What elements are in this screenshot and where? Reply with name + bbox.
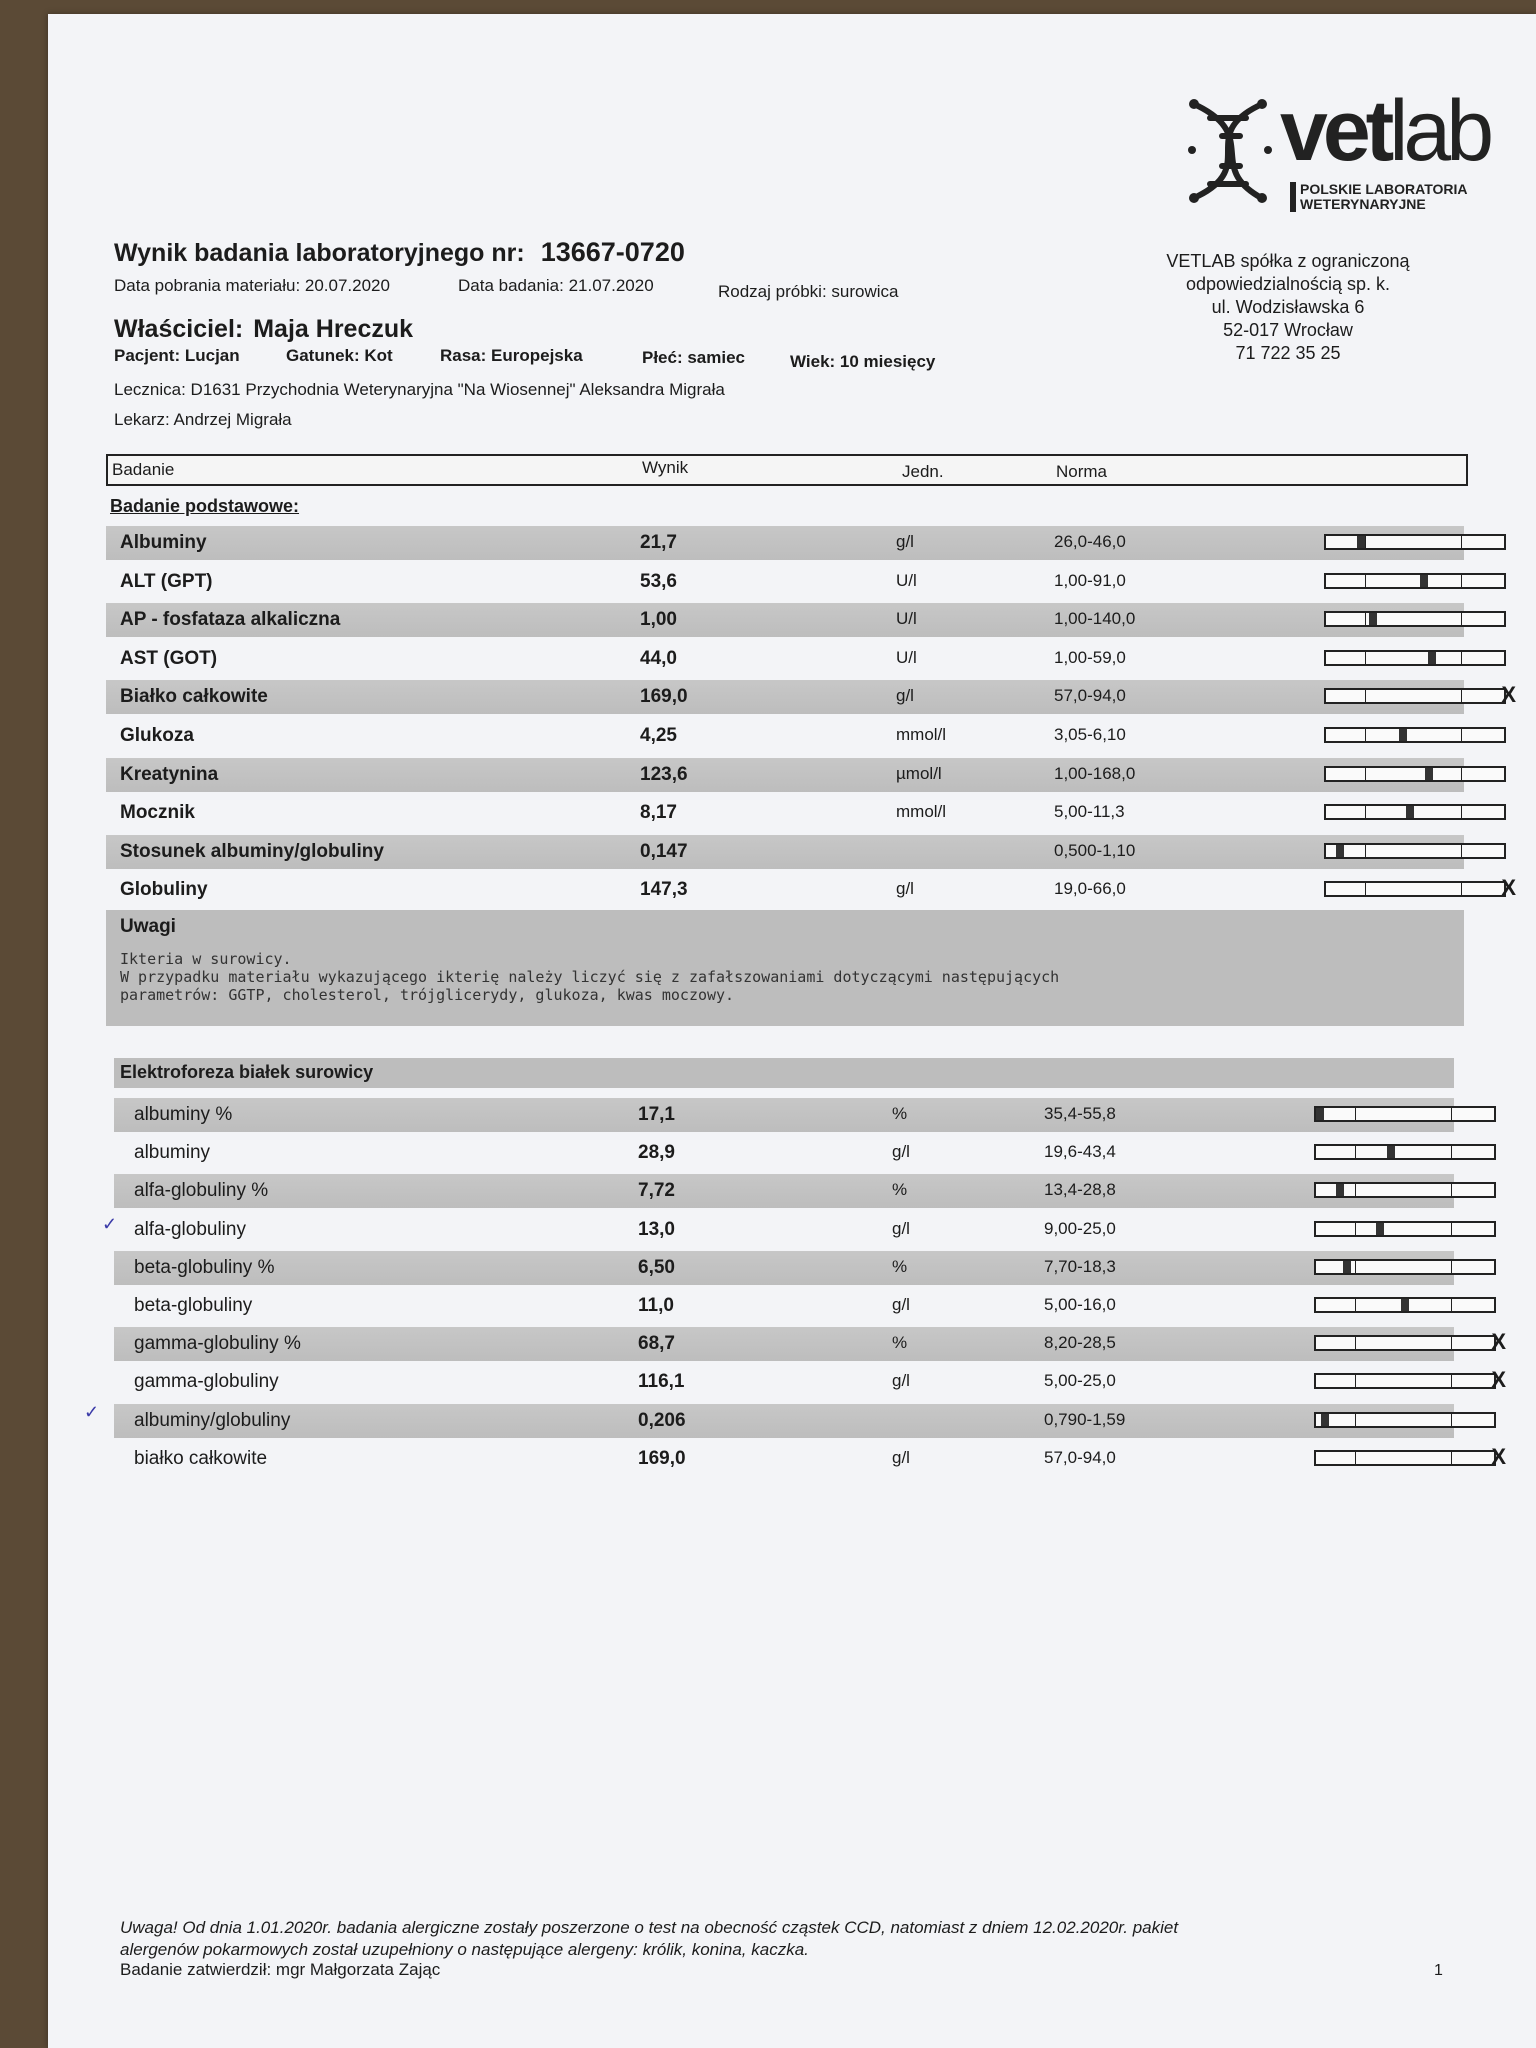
reference-range: 57,0-94,0 [1054, 686, 1126, 706]
col-norm: Norma [1056, 462, 1108, 481]
result-value: 28,9 [638, 1142, 675, 1164]
pen-mark: ✓ [102, 1214, 118, 1234]
unit: U/l [896, 570, 917, 590]
unit: g/l [896, 532, 914, 551]
unit: mmol/l [896, 725, 947, 744]
gauge-tick [1451, 1108, 1452, 1120]
gauge-tick [1451, 1414, 1452, 1426]
gauge-tick [1365, 613, 1366, 625]
gauge-tick [1461, 613, 1462, 625]
company-address: VETLAB spółka z ograniczoną odpowiedzialnością sp. k. ul. Wodzisławska 6 52-017 Wrocław 71 722 35 25 [1166, 251, 1410, 363]
result-row [106, 835, 1464, 869]
gauge-tick [1451, 1261, 1452, 1273]
gauge-tick [1355, 1299, 1356, 1311]
electrophoresis-row [114, 1136, 1454, 1170]
gauge-tick [1461, 768, 1462, 780]
result-marker [1399, 729, 1407, 741]
owner-line: Właściciel: Maja Hreczuk [114, 315, 414, 343]
gauge-tick [1355, 1337, 1356, 1349]
gauge-tick [1451, 1223, 1452, 1235]
result-row [106, 603, 1464, 637]
range-gauge [1324, 534, 1506, 550]
age: Wiek: 10 miesięcy [790, 352, 936, 371]
logo-wordmark: vetlab [1280, 83, 1490, 179]
owner-name: Maja Hreczuk [253, 315, 414, 343]
reference-range: 5,00-25,0 [1044, 1371, 1116, 1391]
dna-helix-icon [1188, 96, 1278, 206]
test-name: Stosunek albuminy/globuliny [120, 840, 384, 862]
test-name: beta-globuliny [134, 1295, 253, 1316]
unit: g/l [896, 879, 914, 899]
gauge-tick [1355, 1452, 1356, 1464]
gauge-tick [1461, 883, 1462, 895]
result-marker [1428, 652, 1436, 664]
sample-type: Rodzaj próbki: surowica [718, 282, 899, 301]
reference-range: 19,6-43,4 [1044, 1142, 1116, 1162]
doctor: Lekarz: Andrzej Migrała [114, 410, 292, 429]
result-row [106, 873, 1516, 907]
range-gauge [1314, 1412, 1496, 1428]
approved-by: Badanie zatwierdził: mgr Małgorzata Zając [120, 1960, 441, 1979]
sex: Płeć: samiec [642, 348, 746, 367]
result-marker [1401, 1299, 1409, 1311]
result-marker [1336, 1184, 1344, 1196]
result-value: 0,206 [638, 1409, 686, 1431]
gauge-tick [1365, 845, 1366, 857]
unit: g/l [896, 686, 914, 706]
electrophoresis-row [114, 1213, 1454, 1247]
gauge-tick [1355, 1146, 1356, 1158]
result-value: 1,00 [640, 609, 677, 631]
test-name: Kreatynina [120, 763, 219, 785]
gauge-tick [1365, 883, 1366, 895]
collection-date: Data pobrania materiału: 20.07.2020 [114, 276, 390, 295]
result-value: 21,7 [640, 532, 677, 553]
unit: g/l [892, 1371, 910, 1391]
result-value: 0,147 [640, 840, 688, 862]
out-of-range-mark: X [1491, 1443, 1506, 1469]
test-name: Albuminy [120, 532, 207, 553]
col-test: Badanie [112, 460, 175, 479]
gauge-tick [1451, 1299, 1452, 1311]
clinic: Lecznica: D1631 Przychodnia Weterynaryjna "Na Wiosennej" Aleksandra Migrała [114, 380, 725, 399]
electrophoresis-row [114, 1289, 1454, 1323]
gauge-tick [1461, 806, 1462, 818]
reference-range: 1,00-91,0 [1054, 570, 1126, 590]
test-name: beta-globuliny % [134, 1256, 275, 1278]
range-gauge [1314, 1221, 1496, 1237]
result-value: 123,6 [640, 763, 688, 785]
pen-mark: ✓ [84, 1402, 100, 1422]
result-row [106, 758, 1464, 792]
electrophoresis-header [114, 1058, 1454, 1088]
species: Gatunek: Kot [286, 346, 393, 365]
result-value: 6,50 [638, 1256, 675, 1278]
reference-range: 26,0-46,0 [1054, 532, 1126, 551]
test-name: gamma-globuliny % [134, 1333, 301, 1355]
range-gauge [1314, 1144, 1496, 1160]
gauge-tick [1365, 536, 1366, 548]
reference-range: 57,0-94,0 [1044, 1447, 1116, 1467]
result-marker [1369, 613, 1377, 625]
electrophoresis-row [114, 1251, 1454, 1285]
out-of-range-mark: X [1501, 682, 1516, 708]
footer-note-line1: Uwaga! Od dnia 1.01.2020r. badania alergiczne zostały poszerzone o test na obecność cząstek CCD, natomiast z dniem 12.02.2020r. pakiet [120, 1918, 1179, 1937]
result-value: 17,1 [638, 1104, 675, 1125]
unit: % [892, 1180, 908, 1200]
result-marker [1387, 1146, 1395, 1158]
gauge-tick [1355, 1108, 1356, 1120]
result-value: 8,17 [640, 802, 677, 824]
reference-range: 13,4-28,8 [1044, 1180, 1116, 1200]
result-marker [1336, 845, 1344, 857]
reference-range: 19,0-66,0 [1054, 879, 1126, 899]
gauge-tick [1451, 1375, 1452, 1387]
unit: g/l [892, 1142, 910, 1162]
gauge-tick [1451, 1452, 1452, 1464]
result-row [106, 796, 1464, 830]
range-gauge [1324, 650, 1506, 666]
test-name: Globuliny [120, 879, 208, 901]
result-value: 13,0 [638, 1218, 675, 1240]
out-of-range-mark: X [1491, 1367, 1506, 1393]
notes-text: Ikteria w surowicy. W przypadku materiału wykazującego ikterię należy liczyć się z zafałszowaniami dotyczącymi następujących parametrów: GGTP, cholesterol, trójglicerydy, glukoza, kwas moczowy. [120, 950, 1060, 1004]
range-gauge [1314, 1367, 1506, 1393]
range-gauge [1324, 804, 1506, 820]
result-marker [1420, 575, 1428, 587]
notes-box [106, 910, 1464, 1026]
gauge-tick [1355, 1223, 1356, 1235]
result-value: 4,25 [640, 725, 677, 746]
range-gauge [1314, 1297, 1496, 1313]
electrophoresis-title: Elektroforeza białek surowicy [120, 1062, 374, 1082]
unit: g/l [892, 1447, 910, 1467]
unit: U/l [896, 647, 917, 667]
result-row [106, 642, 1464, 676]
result-value: 7,72 [638, 1180, 675, 1202]
reference-range: 1,00-59,0 [1054, 647, 1126, 667]
unit: g/l [892, 1295, 910, 1314]
range-gauge [1314, 1329, 1506, 1355]
range-gauge [1314, 1106, 1496, 1122]
result-row [106, 565, 1464, 599]
unit: % [892, 1256, 908, 1276]
test-name: Glukoza [120, 725, 194, 746]
reference-range: 0,790-1,59 [1044, 1409, 1126, 1429]
result-marker [1357, 536, 1365, 548]
unit: µmol/l [896, 763, 942, 783]
gauge-tick [1365, 768, 1366, 780]
col-result: Wynik [642, 458, 689, 477]
result-row [106, 526, 1464, 560]
notes-title: Uwagi [120, 916, 176, 937]
result-marker [1343, 1261, 1351, 1273]
result-marker [1376, 1223, 1384, 1235]
test-name: albuminy % [134, 1104, 233, 1125]
gauge-tick [1461, 652, 1462, 664]
range-gauge [1324, 875, 1516, 901]
test-name: albuminy [134, 1142, 211, 1164]
gauge-tick [1451, 1184, 1452, 1196]
test-name: alfa-globuliny [134, 1218, 246, 1240]
range-gauge [1324, 727, 1506, 743]
gauge-tick [1365, 575, 1366, 587]
electrophoresis-row [114, 1327, 1506, 1361]
result-marker [1406, 806, 1414, 818]
range-gauge [1324, 766, 1506, 782]
basic-section-title: Badanie podstawowe: [110, 496, 300, 516]
gauge-tick [1461, 536, 1462, 548]
gauge-tick [1355, 1261, 1356, 1273]
range-gauge [1324, 573, 1506, 589]
test-name: Mocznik [120, 802, 195, 824]
reference-range: 5,00-11,3 [1054, 802, 1125, 822]
gauge-tick [1461, 729, 1462, 741]
test-name: AST (GOT) [120, 647, 218, 669]
electrophoresis-row [114, 1098, 1454, 1132]
unit: g/l [892, 1218, 910, 1238]
gauge-tick [1355, 1375, 1356, 1387]
result-marker [1321, 1414, 1329, 1426]
gauge-tick [1461, 690, 1462, 702]
test-name: gamma-globuliny [134, 1371, 279, 1393]
page-number: 1 [1434, 1962, 1443, 1979]
out-of-range-mark: X [1491, 1329, 1506, 1355]
gauge-tick [1355, 1184, 1356, 1196]
result-row [106, 680, 1516, 714]
logo-subtitle: POLSKIE LABORATORIA WETERYNARYJNE [1290, 182, 1468, 212]
reference-range: 5,00-16,0 [1044, 1295, 1116, 1314]
result-value: 116,1 [638, 1371, 685, 1393]
unit: U/l [896, 609, 917, 629]
gauge-tick [1451, 1337, 1452, 1349]
gauge-tick [1451, 1146, 1452, 1158]
test-name: białko całkowite [134, 1447, 268, 1469]
reference-range: 3,05-6,10 [1054, 725, 1126, 744]
unit: % [892, 1104, 908, 1123]
result-value: 68,7 [638, 1333, 675, 1355]
reference-range: 1,00-140,0 [1054, 609, 1136, 629]
test-name: ALT (GPT) [120, 570, 213, 592]
test-name: albuminy/globuliny [134, 1409, 291, 1431]
gauge-tick [1365, 806, 1366, 818]
result-value: 11,0 [638, 1295, 674, 1316]
gauge-tick [1461, 575, 1462, 587]
reference-range: 0,500-1,10 [1054, 840, 1136, 860]
range-gauge [1314, 1443, 1506, 1469]
out-of-range-mark: X [1501, 875, 1516, 901]
lab-report-sheet [48, 14, 1536, 2048]
result-value: 169,0 [638, 1447, 686, 1469]
range-gauge [1324, 843, 1506, 859]
result-value: 44,0 [640, 647, 677, 669]
result-value: 169,0 [640, 686, 688, 708]
unit: mmol/l [896, 802, 947, 822]
vetlab-logo [1188, 83, 1490, 216]
result-value: 53,6 [640, 570, 677, 592]
result-row [106, 719, 1464, 753]
unit: % [892, 1333, 908, 1353]
gauge-tick [1365, 652, 1366, 664]
gauge-tick [1355, 1414, 1356, 1426]
reference-range: 7,70-18,3 [1044, 1256, 1116, 1276]
result-value: 147,3 [640, 879, 688, 901]
electrophoresis-row [114, 1442, 1506, 1476]
footer-note-line2: alergenów pokarmowych został uzupełniony o następujące alergeny: królik, konina, kaczka. [120, 1940, 809, 1959]
reference-range: 9,00-25,0 [1044, 1218, 1116, 1238]
test-date: Data badania: 21.07.2020 [458, 276, 654, 295]
range-gauge [1314, 1182, 1496, 1198]
test-name: alfa-globuliny % [134, 1180, 269, 1202]
gauge-tick [1461, 845, 1462, 857]
test-name: Białko całkowite [120, 686, 268, 708]
gauge-tick [1365, 729, 1366, 741]
electrophoresis-row [114, 1404, 1454, 1438]
result-marker [1316, 1108, 1324, 1120]
range-gauge [1314, 1259, 1496, 1275]
report-number: 13667-0720 [540, 237, 685, 267]
result-marker [1425, 768, 1433, 780]
test-name: AP - fosfataza alkaliczna [120, 609, 341, 631]
col-unit: Jedn. [902, 462, 944, 481]
range-gauge [1324, 611, 1506, 627]
report-title: Wynik badania laboratoryjnego nr: 13667-0720 [114, 237, 685, 267]
breed: Rasa: Europejska [440, 346, 583, 365]
electrophoresis-row [114, 1365, 1506, 1399]
gauge-tick [1365, 690, 1366, 702]
reference-range: 35,4-55,8 [1044, 1104, 1116, 1123]
range-gauge [1324, 682, 1516, 708]
electrophoresis-row [114, 1174, 1454, 1208]
reference-range: 8,20-28,5 [1044, 1333, 1116, 1353]
results-column-header [106, 454, 1468, 486]
patient-name: Pacjent: Lucjan [114, 346, 240, 365]
reference-range: 1,00-168,0 [1054, 763, 1136, 783]
